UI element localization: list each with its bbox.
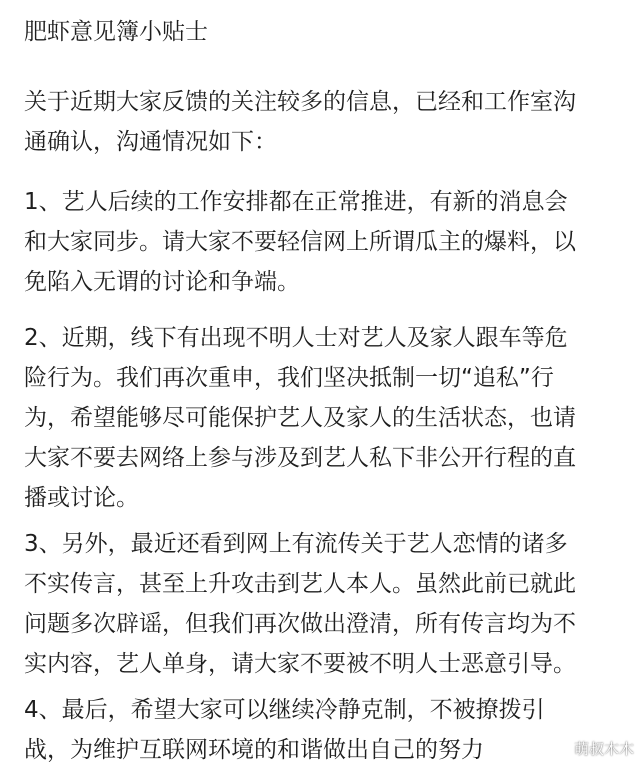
item-line: 险行为。我们再次重申，我们坚决抵制一切“追私”行 bbox=[24, 365, 554, 391]
watermark bbox=[553, 738, 634, 759]
item-line: 战，为维护互联网环境的和谐做出自己的努力 bbox=[24, 737, 484, 763]
intro-line: 通确认，沟通情况如下： bbox=[24, 129, 277, 155]
item-line: 播或讨论。 bbox=[24, 485, 139, 511]
item-line: 和大家同步。请大家不要轻信网上所谓瓜主的爆料，以 bbox=[24, 229, 576, 255]
item-line: 不实传言，甚至上升攻击到艺人本人。虽然此前已就此 bbox=[24, 571, 576, 597]
item-paragraph-4 bbox=[24, 690, 624, 763]
item-line: 大家不要去网络上参与涉及到艺人私下非公开行程的直 bbox=[24, 445, 576, 471]
item-line: 实内容，艺人单身，请大家不要被不明人士恶意引导。 bbox=[24, 651, 576, 677]
item-line: 1、艺人后续的工作安排都在正常推进，有新的消息会 bbox=[24, 189, 568, 215]
item-paragraph-2 bbox=[24, 318, 624, 518]
item-line: 免陷入无谓的讨论和争端。 bbox=[24, 269, 300, 295]
document-title: 肥虾意见簿小贴士 bbox=[24, 19, 208, 45]
watermark-text: 萌叔木木 bbox=[573, 740, 634, 758]
item-paragraph-1 bbox=[24, 182, 624, 302]
item-paragraph-3 bbox=[24, 524, 624, 684]
intro-line: 关于近期大家反馈的关注较多的信息，已经和工作室沟 bbox=[24, 89, 576, 115]
item-line: 3、另外，最近还看到网上有流传关于艺人恋情的诸多 bbox=[24, 531, 568, 557]
item-line: 为，希望能够尽可能保护艺人及家人的生活状态，也请 bbox=[24, 405, 576, 431]
item-line: 4、最后，希望大家可以继续冷静克制，不被撩拨引 bbox=[24, 697, 545, 723]
weibo-icon bbox=[553, 740, 571, 758]
item-line: 2、近期，线下有出现不明人士对艺人及家人跟车等危 bbox=[24, 325, 568, 351]
item-line: 问题多次辟谣，但我们再次做出澄清，所有传言均为不 bbox=[24, 611, 576, 637]
intro-paragraph bbox=[24, 82, 624, 162]
